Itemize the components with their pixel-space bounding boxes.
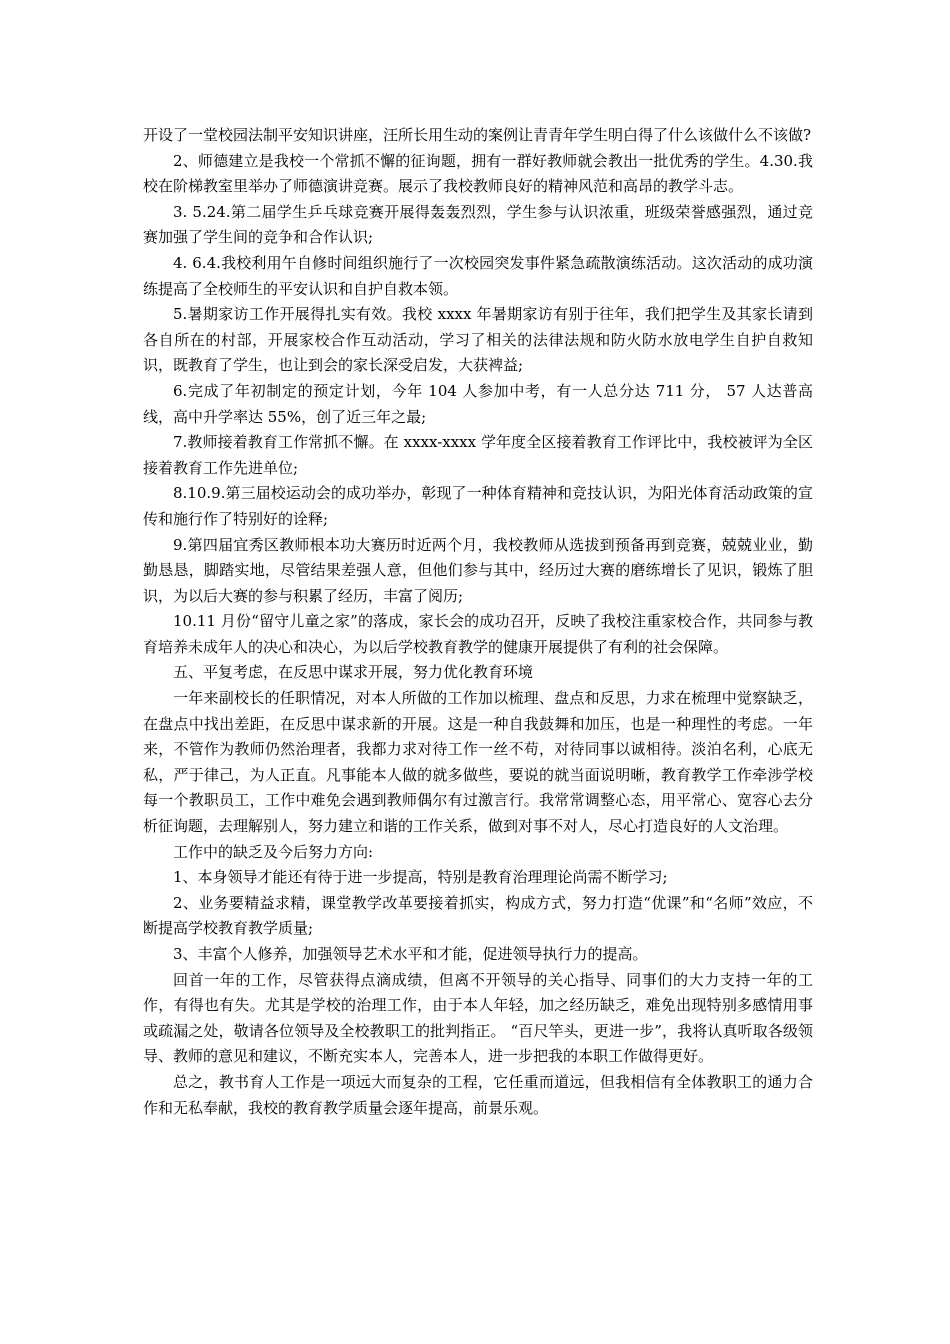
paragraph-item-10: 10.11 月份“留守儿童之家”的落成，家长会的成功召开，反映了我校注重家校合作，共同参与教育培养未成年人的决心和决心，为以后学校教育教学的健康开展提供了有利的社会保障。 [143,612,813,656]
paragraph-review: 回首一年的工作，尽管获得点滴成绩，但离不开领导的关心指导、同事们的大力支持一年的工作，有得也有失。尤其是学校的治理工作，由于本人年轻，加之经历缺乏，难免出现特别多感情用事或疏漏之处，敬请各位领导及全校教职工的批判指正。 “百尺竿头，更进一步”，我将认真听取各级领导、教师的意见和建议，不断充实本人，完善本人，进一步把我的本职工作做得更好。 [143,970,813,1066]
paragraph-item-2: 2、师德建立是我校一个常抓不懈的征询题，拥有一群好教师就会教出一批优秀的学生。4.30.我校在阶梯教室里举办了师德演讲竞赛。展示了我校教师良好的精神风范和高昂的教学斗志。 [143,151,813,196]
paragraph-item-9: 9.第四届宜秀区教师根本功大赛历时近两个月，我校教师从选拔到预备再到竞赛，兢兢业业，勤勤恳恳，脚踏实地，尽管结果差强人意，但他们参与其中，经历过大赛的磨练增长了见识，锻炼了胆识，为以后大赛的参与积累了经历，丰富了阅历; [143,535,813,605]
shortcoming-item-2: 2、业务要精益求精，课堂教学改革要接着抓实，构成方式，努力打造“优课”和“名师”效应，不断提高学校教育教学质量; [143,893,813,938]
paragraph-item-7: 7.教师接着教育工作常抓不懈。在 xxxx-xxxx 学年度全区接着教育工作评比中，我校被评为全区接着教育工作先进单位; [143,433,813,477]
paragraph-item-3: 3. 5.24.第二届学生乒乓球竞赛开展得轰轰烈烈，学生参与认识浓重，班级荣誉感强烈，通过竞赛加强了学生间的竞争和合作认识; [143,202,813,247]
paragraph-conclusion: 总之，教书育人工作是一项远大而复杂的工程，它任重而道远，但我相信有全体教职工的通力合作和无私奉献，我校的教育教学质量会逐年提高，前景乐观。 [143,1072,813,1117]
paragraph-item-5: 5.暑期家访工作开展得扎实有效。我校 xxxx 年暑期家访有别于往年，我们把学生及其家长请到各自所在的村部，开展家校合作互动活动，学习了相关的法律法规和防火防水放电学生自护自救知识，既教育了学生，也让到会的家长深受启发，大获裨益; [143,305,813,375]
shortcoming-item-1: 1、本身领导才能还有待于进一步提高，特别是教育治理理论尚需不断学习; [173,868,668,887]
section-heading-5: 五、平复考虑，在反思中谋求开展，努力优化教育环境 [173,663,534,682]
paragraph-reflection: 一年来副校长的任职情况，对本人所做的工作加以梳理、盘点和反思，力求在梳理中觉察缺乏，在盘点中找出差距，在反思中谋求新的开展。这是一种自我鼓舞和加压，也是一种理性的考虑。一年来，不管作为教师仍然治理者，我都力求对待工作一丝不苟，对待同事以诚相待。淡泊名利，心底无私，严于律己，为人正直。凡事能本人做的就多做些，要说的就当面说明晰，教育教学工作牵涉学校每一个教职员工，工作中难免会遇到教师偶尔有过激言行。我常常调整心态，用平常心、宽容心去分析征询题，去理解别人，努力建立和谐的工作关系，做到对事不对人，尽心打造良好的人文治理。 [143,689,813,836]
subheading-shortcomings: 工作中的缺乏及今后努力方向: [173,842,374,861]
paragraph-continuation: 开设了一堂校园法制平安知识讲座，汪所长用生动的案例让青青年学生明白得了什么该做什么不该做? [143,126,812,144]
shortcoming-item-3: 3、丰富个人修养，加强领导艺术水平和才能，促进领导执行力的提高。 [173,945,648,963]
paragraph-item-8: 8.10.9.第三届校运动会的成功举办，彰现了一种体育精神和竞技认识，为阳光体育活动政策的宣传和施行作了特别好的诠释; [143,484,813,528]
paragraph-item-4: 4. 6.4.我校利用午自修时间组织施行了一次校园突发事件紧急疏散演练活动。这次活动的成功演练提高了全校师生的平安认识和自护自救本领。 [143,253,813,298]
paragraph-item-6: 6.完成了年初制定的预定计划，今年 104 人参加中考，有一人总分达 711 分， 57 人达普高线，高中升学率达 55%，创了近三年之最; [143,381,813,426]
document-body [143,123,813,1121]
